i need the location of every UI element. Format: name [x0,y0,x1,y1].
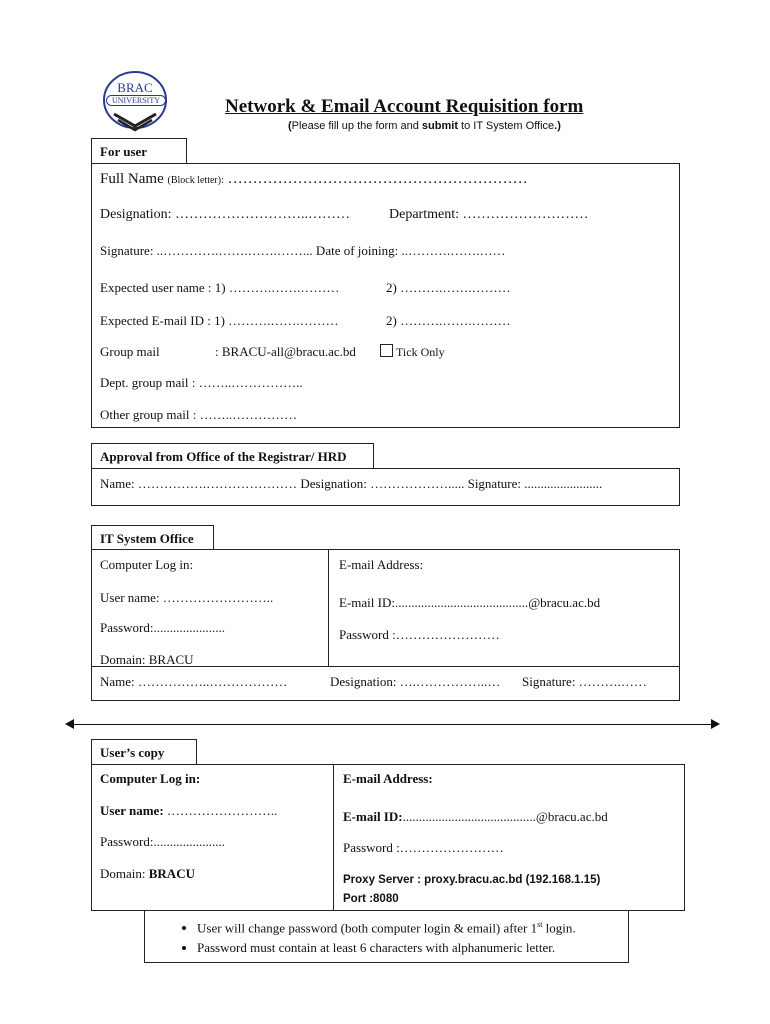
form-subtitle: (Please fill up the form and submit to IT System Office.) [288,120,561,132]
expected-username-2[interactable]: 2) ……….…….……… [386,280,511,295]
uc-domain-label: Domain: [100,866,149,881]
group-mail-value: : BRACU-all@bracu.ac.bd [215,344,356,359]
note1-text: User will change password (both computer login & email) after 1 [197,920,538,936]
full-name-field[interactable] [100,171,528,188]
designation-field[interactable]: Designation: ………………………..……… [100,207,351,222]
expected-email-2[interactable]: 2) ……….…….……… [386,313,511,328]
for-user-tab: For user [91,138,187,164]
it-domain: Domain: BRACU [100,652,194,667]
dept-group-mail-field[interactable]: Dept. group mail : ……..…………….. [100,375,303,390]
approval-tab: Approval from Office of the Registrar/ HRD [91,443,374,469]
it-email-address: E-mail Address: [339,557,424,572]
university-logo [100,70,170,136]
note-password-rule: • Password must contain at least 6 characters with alphanumeric letter. [197,940,628,956]
it-signature[interactable]: Signature: ……….…… [522,674,647,689]
notes-list [145,920,628,956]
uc-email-id-label: E-mail ID: [343,809,403,824]
it-name[interactable]: Name: ……………..……………… [100,674,288,689]
logo-text-brac: BRAC [117,80,153,95]
notes-box [144,910,629,963]
uc-user-name-dots: …………………….. [163,803,278,818]
it-email-id[interactable]: E-mail ID:.........................................@bracu.ac.bd [339,595,601,610]
it-email-password[interactable]: Password :…………………… [339,627,500,642]
full-name-dots: …………………………………………………… [223,171,528,187]
uc-user-name[interactable] [100,803,277,819]
full-name-hint: (Block letter): [167,175,224,186]
group-mail-label: Group mail [100,344,160,359]
uc-email-address: E-mail Address: [343,771,433,786]
uc-domain [100,866,195,882]
uc-email-id-dots: .........................................@bracu.ac.bd [402,809,608,824]
department-field[interactable]: Department: ……………………… [389,207,589,222]
signature-date-field[interactable]: Signature: ..………….…….…….……... Date of joining: ..……….…….…… [100,243,506,258]
note-password-change [197,920,628,936]
other-group-mail-field[interactable]: Other group mail : ……..…………… [100,407,298,422]
group-mail-checkbox[interactable] [380,344,445,360]
uc-email-password[interactable]: Password :…………………… [343,840,504,855]
uc-port: Port :8080 [343,893,399,905]
users-copy-tab: User’s copy [91,739,197,765]
logo-text-university: UNIVERSITY [106,95,166,106]
form-title: Network & Email Account Requisition form [225,96,584,117]
cut-line [72,724,712,725]
uc-email-id[interactable] [343,809,608,825]
it-computer-login: Computer Log in: [100,557,194,572]
it-user-name[interactable]: User name: …………………….. [100,590,274,605]
it-password[interactable]: Password:...................... [100,620,225,635]
arrow-right-icon [711,719,720,729]
expected-username-1[interactable]: Expected user name : 1) ……….…….……… [100,280,340,295]
it-office-tab: IT System Office [91,525,214,550]
approval-line[interactable]: Name: …………….………………… Designation: ………………..... Signature: ........................ [100,476,603,491]
it-designation[interactable]: Designation: ….……………..… [330,674,501,689]
users-copy-divider [333,764,334,911]
note1-text-end: login. [542,920,576,936]
uc-domain-value: BRACU [148,866,195,881]
uc-password[interactable]: Password:...................... [100,834,225,849]
expected-email-1[interactable]: Expected E-mail ID : 1) ……….…….……… [100,313,339,328]
it-office-divider [328,549,329,667]
full-name-label: Full Name [100,171,164,187]
tick-only-label: Tick Only [396,345,445,359]
uc-computer-login: Computer Log in: [100,771,201,786]
checkbox-icon[interactable] [380,344,393,357]
arrow-left-icon [65,719,74,729]
note1-sup: st [537,920,543,929]
uc-user-name-label: User name: [100,803,164,818]
uc-proxy-server: Proxy Server : proxy.bracu.ac.bd (192.168.1.15) [343,874,601,886]
